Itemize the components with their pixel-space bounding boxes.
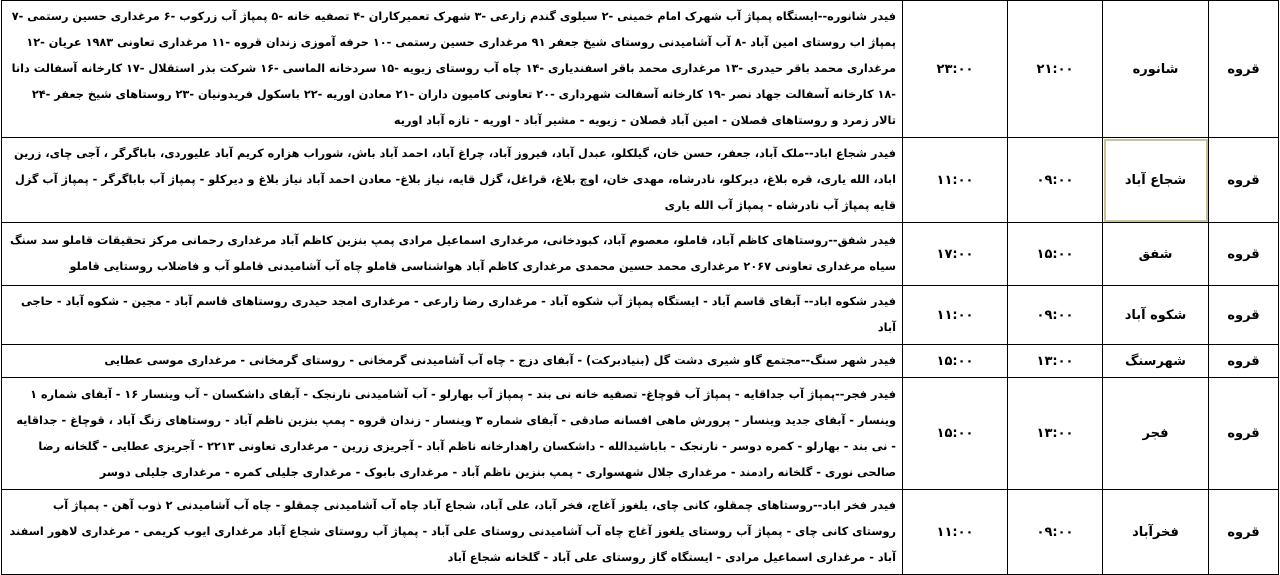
city-cell: قروه [1209, 490, 1279, 575]
end-time-cell: ۱۷:۰۰ [903, 223, 1008, 286]
end-time-cell: ۱۵:۰۰ [903, 378, 1008, 490]
city-cell: قروه [1209, 286, 1279, 345]
area-cell: شفق [1103, 223, 1209, 286]
outage-schedule-table [1, 0, 1279, 575]
table-row [2, 138, 1279, 223]
start-time-cell: ۱۵:۰۰ [1008, 223, 1103, 286]
start-time-cell: ۰۹:۰۰ [1008, 490, 1103, 575]
area-cell: فخرآباد [1103, 490, 1209, 575]
area-cell: فجر [1103, 378, 1209, 490]
table-row [2, 378, 1279, 490]
description-cell: فیدر شانوره--ایستگاه پمپاژ آب شهرک امام خمینی -۲ سیلوی گندم زارعی -۳ شهرک تعمیرکاران -۴ تصفیه خانه -۵ پمپاژ آب زرکوب -۶ مرغداری حسین رستمی -۷ پمپاژ اب روستای امین آباد -۸ آب آشامیدنی روستای شیخ جعفر ۹۱ مرغداری حسین رستمی -۱۰ حرفه آموزی زندان قروه -۱۱ مرغداری تعاونی ۱۹۸۳ عریان -۱۲ مرغداری محمد باقر حیدری -۱۳ مرغداری محمد باقر اسفندیاری -۱۴ چاه آب روستای زیویه -۱۵ سردخانه الماسی -۱۶ شرکت بذر استقلال -۱۷ کارخانه آسفالت دانا -۱۸ کارخانه آسفالت جهاد نصر -۱۹ کارخانه آسفالت شهرداری -۲۰ تعاونی کامیون داران -۲۱ معادن اوریه -۲۲ باسکول فریدونیان -۲۳ روستاهای شیخ جعفر -۲۴ تالار زمرد و روستاهای قصلان - امین آباد قصلان - زیویه - مشیر آباد - اوریه - تازه آباد اوریه [2, 1, 903, 138]
area-cell: شجاع آباد [1103, 138, 1209, 223]
city-cell: قروه [1209, 378, 1279, 490]
city-cell: قروه [1209, 223, 1279, 286]
start-time-cell: ۰۹:۰۰ [1008, 138, 1103, 223]
end-time-cell: ۱۱:۰۰ [903, 286, 1008, 345]
start-time-cell: ۲۱:۰۰ [1008, 1, 1103, 138]
description-cell: فیدر شفق--روستاهای کاظم آباد، قاملو، معصوم آباد، کبودخانی، مرغداری اسماعیل مرادی پمپ بنزین کاظم آباد مرغداری رحمانی مرکز تحقیقات قاملو سد سنگ سیاه مرغداری تعاونی ۲۰۶۷ مرغداری محمد حسین محمدی مرغداری کاظم آباد هواشناسی قاملو چاه آب آشامیدنی قاملو آب و فاضلاب روستایی قاملو [2, 223, 903, 286]
end-time-cell: ۱۱:۰۰ [903, 138, 1008, 223]
city-cell: قروه [1209, 1, 1279, 138]
start-time-cell: ۰۹:۰۰ [1008, 286, 1103, 345]
area-cell: شانوره [1103, 1, 1209, 138]
end-time-cell: ۱۱:۰۰ [903, 490, 1008, 575]
table-row [2, 1, 1279, 138]
area-cell: شکوه آباد [1103, 286, 1209, 345]
table-row [2, 490, 1279, 575]
table-row [2, 286, 1279, 345]
area-cell: شهرسنگ [1103, 345, 1209, 378]
description-cell: فیدر فجر--پمپاژ آب جداقایه - پمپاژ آب قوچاغ- تصفیه خانه نی بند - پمپاژ آب بهارلو - آب آشامیدنی نارنجک - آبفای داشکسان - آب وینسار ۱۶ - آبفای شماره ۱ وینسار - آبفای جدید وینسار - پرورش ماهی افسانه صادقی - آبفای شماره ۳ وینسار - زندان قروه - پمپ بنزین ناظم آباد - روستاهای زنگ آباد ، قوچاغ - جداقایه - نی بند - بهارلو - کمره دوسر - نارنجک - باباشیدالله - داشکسان راهدارخانه ناظم آباد - آجریزی زرین - مرغداری تعاونی ۲۲۱۳ - آجریزی عطایی - گلخانه رضا صالحی نوری - گلخانه رادمند - مرغداری جلال شهسواری - پمپ بنزین ناظم آباد - مرغداری بابوک - مرغداری جلیلی کمره - مرغداری جلیلی دوسر [2, 378, 903, 490]
table-row [2, 345, 1279, 378]
description-cell: فیدر شکوه اباد-- آبفای قاسم آباد - ایستگاه پمپاژ آب شکوه آباد - مرغداری رضا زارعی - مرغداری امجد حیدری روستاهای قاسم آباد - مجین - شکوه آباد - حاجی آباد [2, 286, 903, 345]
end-time-cell: ۱۵:۰۰ [903, 345, 1008, 378]
table-row [2, 223, 1279, 286]
description-cell: فیدر شهر سنگ--مجتمع گاو شیری دشت گل (بنیادبرکت) - آبفای دزج - چاه آب آشامیدنی گرمخانی - روستای گرمخانی - مرغداری موسی عطایی [2, 345, 903, 378]
start-time-cell: ۱۳:۰۰ [1008, 345, 1103, 378]
description-cell: فیدر فخر اباد--روستاهای چمقلو، کانی چای، یلغوز آغاج، فخر آباد، علی آباد، شجاع آباد چاه آب آشامیدنی چمقلو - چاه آب آشامیدنی ۲ ذوب آهن - پمپاژ آب روستای کانی چای - پمپاژ آب روستای یلغوز آغاج چاه آب آشامیدنی روستای علی آباد - پمپاژ آب روستای شجاع آباد مرغداری ایوب کریمی - مرغداری لاهور اسفند آباد - مرغداری اسماعیل مرادی - ایستگاه گاز روستای علی آباد - گلخانه شجاع آباد [2, 490, 903, 575]
description-cell: فیدر شجاع اباد--ملک آباد، جعفر، حسن خان، گیلکلو، عبدل آباد، فیروز آباد، چراغ آباد، احمد آباد باش، شوراب هزاره کریم آباد علیوردی، باباگرگر ، آجی چای، زرین اباد، الله یاری، قره بلاغ، دیرکلو، نادرشاه، مهدی خان، اوچ بلاغ، قراغل، گزل قایه، نیاز بلاغ- معادن احمد آباد نیاز بلاغ و دیرکلو - پمپاژ آب باباگرگر - پمپاژ آب گزل قایه پمپاژ آب نادرشاه - پمپاژ آب الله یاری [2, 138, 903, 223]
city-cell: قروه [1209, 138, 1279, 223]
city-cell: قروه [1209, 345, 1279, 378]
end-time-cell: ۲۳:۰۰ [903, 1, 1008, 138]
start-time-cell: ۱۳:۰۰ [1008, 378, 1103, 490]
